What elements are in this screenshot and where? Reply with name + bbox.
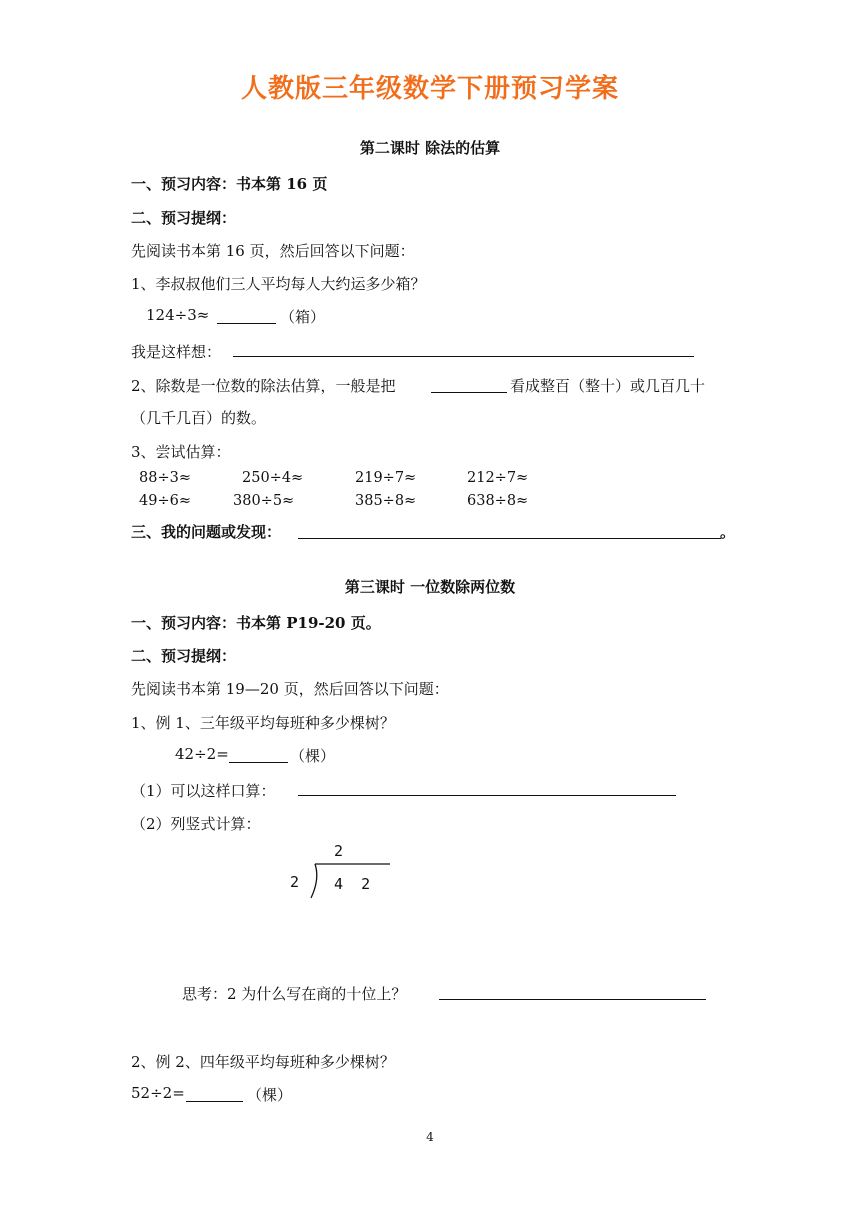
q1-unit: （箱） <box>280 308 326 326</box>
division-divisor: 2 <box>290 873 300 891</box>
estimate-cell: 88÷3≈ <box>139 470 191 486</box>
oral-calc-blank[interactable] <box>298 795 676 796</box>
lesson2-item2: 二、预习提纲： <box>131 209 237 227</box>
q2-text-part2: 看成整百（整十）或几百几十 <box>510 377 706 395</box>
oral-calc-label: （1）可以这样口算： <box>131 782 276 800</box>
lesson2-item3-end: 。 <box>720 523 736 541</box>
ex2-expression: 52÷2= <box>131 1084 185 1102</box>
think-question: 思考：2 为什么写在商的十位上？ <box>182 985 407 1003</box>
ex2-unit: （棵） <box>247 1086 293 1104</box>
q2-text-line2: （几千几百）的数。 <box>131 409 267 427</box>
lesson3-ex1: 1、例 1、三年级平均每班种多少棵树？ <box>131 714 395 732</box>
q2-text-part1: 2、除数是一位数的除法估算，一般是把 <box>131 377 396 395</box>
q3-label: 3、尝试估算： <box>131 443 231 461</box>
document-title: 人教版三年级数学下册预习学案 <box>240 74 619 104</box>
lesson3-item1: 一、预习内容：书本第 P19-20 页。 <box>131 614 381 632</box>
lesson3-ex2: 2、例 2、四年级平均每班种多少棵树？ <box>131 1053 395 1071</box>
division-quotient: 2 <box>334 842 344 860</box>
lesson3-intro: 先阅读书本第 19—20 页，然后回答以下问题： <box>131 680 449 698</box>
ex1-expression: 42÷2= <box>175 745 229 763</box>
lesson2-q1: 1、李叔叔他们三人平均每人大约运多少箱？ <box>131 275 426 293</box>
estimate-cell: 219÷7≈ <box>355 470 417 486</box>
q1-answer-blank[interactable] <box>217 323 276 324</box>
estimate-cell: 212÷7≈ <box>467 470 529 486</box>
ex1-answer-blank[interactable] <box>229 762 288 763</box>
lesson2-item3-blank[interactable] <box>298 538 721 539</box>
estimate-cell: 638÷8≈ <box>467 493 529 509</box>
q1-think-blank[interactable] <box>233 356 694 357</box>
ex2-answer-blank[interactable] <box>186 1101 243 1102</box>
division-dividend: 4 2 <box>334 875 371 893</box>
q1-think-label: 我是这样想： <box>131 343 222 361</box>
lesson2-intro: 先阅读书本第 16 页，然后回答以下问题： <box>131 242 415 260</box>
page-number: 4 <box>426 1130 434 1144</box>
estimate-cell: 49÷6≈ <box>139 493 191 509</box>
lesson2-item1: 一、预习内容：书本第 16 页 <box>131 175 328 193</box>
estimate-cell: 380÷5≈ <box>233 493 295 509</box>
lesson2-item3: 三、我的问题或发现： <box>131 523 282 541</box>
estimate-cell: 250÷4≈ <box>242 470 304 486</box>
ex1-unit: （棵） <box>290 747 336 765</box>
q1-expression: 124÷3≈ <box>146 306 210 324</box>
lesson3-heading: 第三课时 一位数除两位数 <box>344 578 516 596</box>
estimate-cell: 385÷8≈ <box>355 493 417 509</box>
vertical-calc-label: （2）列竖式计算： <box>131 815 261 833</box>
q2-blank[interactable] <box>431 392 507 393</box>
lesson2-heading: 第二课时 除法的估算 <box>359 139 501 157</box>
lesson3-item2: 二、预习提纲： <box>131 647 237 665</box>
think-answer-blank[interactable] <box>439 999 706 1000</box>
